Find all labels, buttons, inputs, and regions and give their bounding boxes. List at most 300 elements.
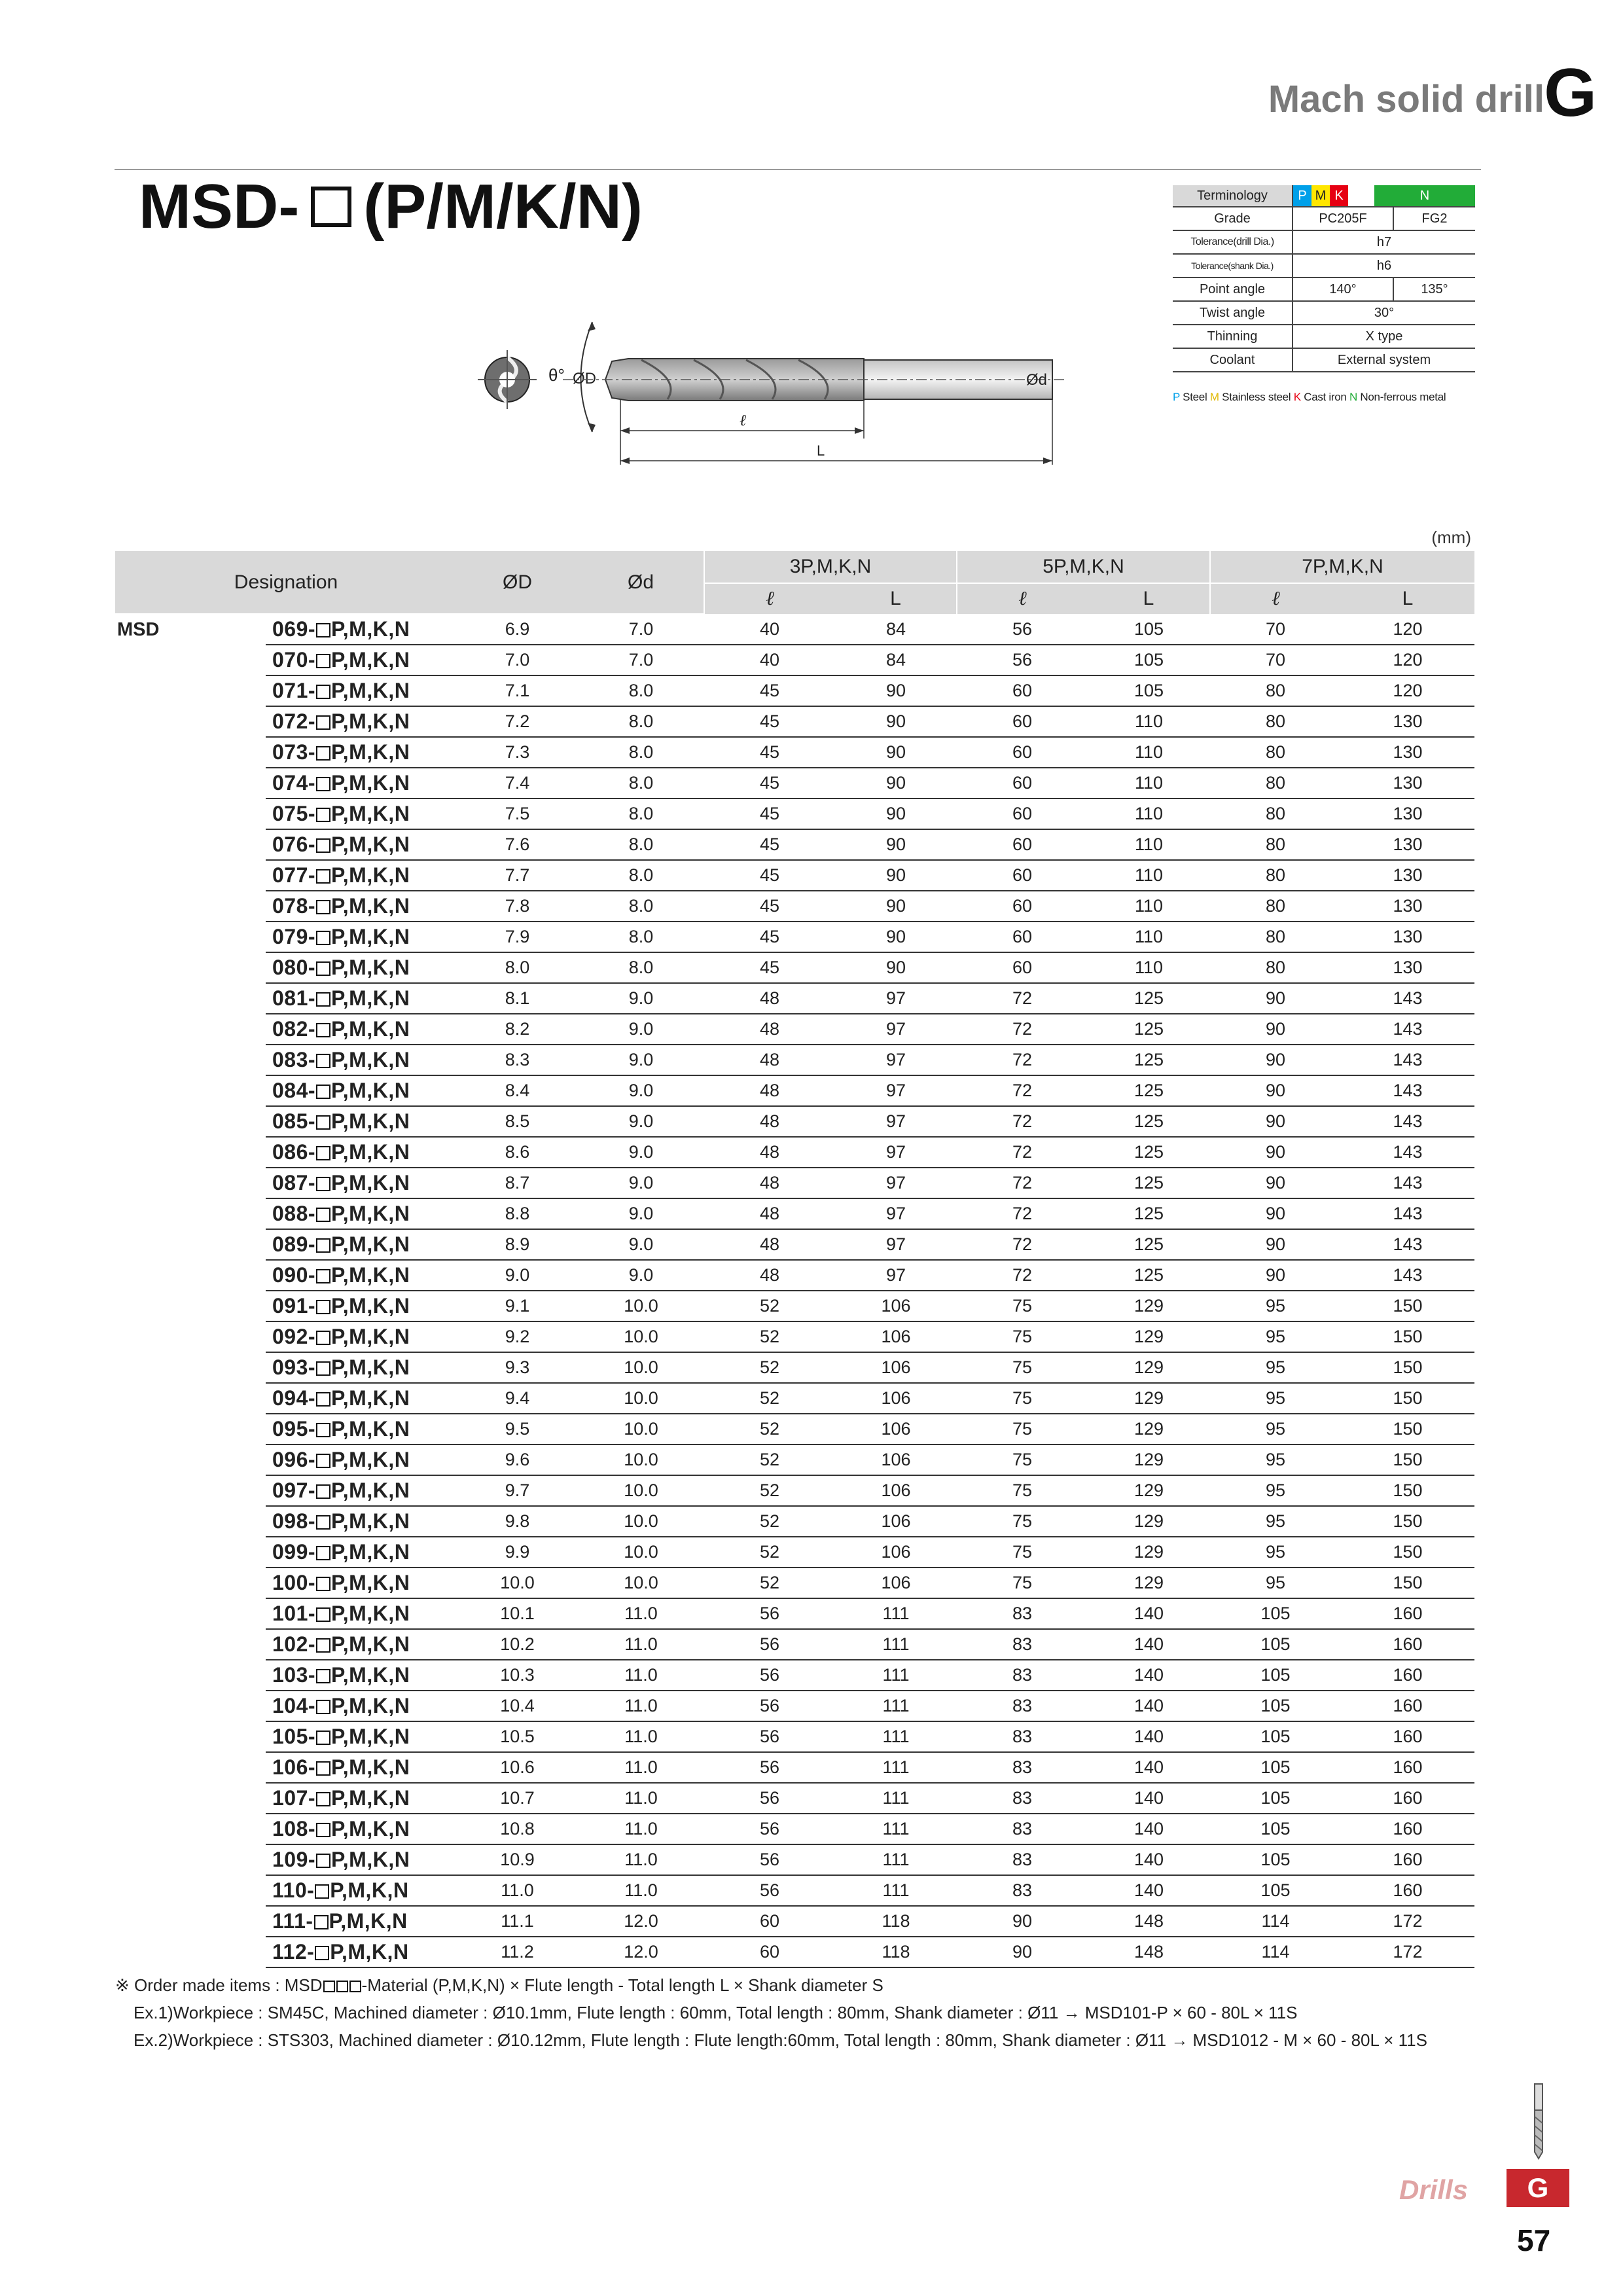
designation-code: 108 <box>272 1817 308 1840</box>
l3-cell: 45 <box>704 952 835 983</box>
header-l: ℓ <box>704 583 835 614</box>
L3-cell: 106 <box>835 1537 957 1568</box>
designation-code: 097 <box>272 1479 308 1502</box>
placeholder-box-icon <box>316 777 330 791</box>
L7-cell: 150 <box>1341 1506 1474 1537</box>
L7-cell: 160 <box>1341 1844 1474 1875</box>
designation-suffix: P,M,K,N <box>331 1540 410 1564</box>
designation-cell: 104- P,M,K,N <box>266 1691 457 1721</box>
l5-cell: 60 <box>957 706 1088 737</box>
legend-tag-N: N <box>1349 391 1357 403</box>
d-cell: 10.0 <box>578 1444 704 1475</box>
table-row <box>115 1321 1474 1352</box>
l7-cell: 105 <box>1210 1691 1341 1721</box>
L7-cell: 143 <box>1341 1137 1474 1168</box>
L3-cell: 90 <box>835 891 957 922</box>
placeholder-box-icon <box>323 1981 335 1992</box>
l3-cell: 52 <box>704 1444 835 1475</box>
L3-cell: 90 <box>835 860 957 891</box>
L3-cell: 106 <box>835 1352 957 1383</box>
designation-code: 104 <box>272 1694 308 1717</box>
L7-cell: 160 <box>1341 1814 1474 1844</box>
l7-cell: 114 <box>1210 1906 1341 1937</box>
l3-cell: 40 <box>704 645 835 675</box>
D-cell: 8.4 <box>457 1075 578 1106</box>
section-tab: G <box>1507 2169 1569 2207</box>
table-row <box>115 1783 1474 1814</box>
table-row <box>115 1014 1474 1045</box>
designation-suffix: P,M,K,N <box>331 1109 410 1133</box>
designation-suffix: P,M,K,N <box>331 1632 410 1656</box>
D-cell: 10.4 <box>457 1691 578 1721</box>
series-prefix <box>115 1568 266 1598</box>
l3-cell: 48 <box>704 1198 835 1229</box>
table-row <box>115 645 1474 675</box>
header-l: ℓ <box>1210 583 1341 614</box>
L3-cell: 90 <box>835 952 957 983</box>
spec-header-row <box>1173 185 1475 207</box>
header-group: 5P,M,K,N <box>957 551 1210 583</box>
L5-cell: 125 <box>1088 1198 1210 1229</box>
D-cell: 10.2 <box>457 1629 578 1660</box>
L3-cell: 90 <box>835 798 957 829</box>
designation-cell: 092- P,M,K,N <box>266 1321 457 1352</box>
d-cell: 9.0 <box>578 1045 704 1075</box>
designation-suffix: P,M,K,N <box>331 1448 410 1471</box>
L5-cell: 110 <box>1088 737 1210 768</box>
designation-suffix: P,M,K,N <box>331 617 410 641</box>
designation-code: 106 <box>272 1755 308 1779</box>
designation-suffix: P,M,K,N <box>330 1878 409 1902</box>
series-prefix <box>115 1814 266 1844</box>
designation-code: 112 <box>272 1940 308 1964</box>
d-cell: 8.0 <box>578 706 704 737</box>
L3-cell: 111 <box>835 1844 957 1875</box>
placeholder-box-icon <box>315 1884 329 1899</box>
D-cell: 8.2 <box>457 1014 578 1045</box>
d-cell: 11.0 <box>578 1598 704 1629</box>
designation-code: 071 <box>272 679 308 702</box>
spec-label: Tolerance(drill Dia.) <box>1173 230 1293 254</box>
d-cell: 9.0 <box>578 1260 704 1291</box>
designation-cell: 083- P,M,K,N <box>266 1045 457 1075</box>
spec-row <box>1173 207 1475 230</box>
d-cell: 10.0 <box>578 1506 704 1537</box>
legend-text: Steel <box>1183 391 1207 403</box>
D-cell: 9.3 <box>457 1352 578 1383</box>
L5-cell: 129 <box>1088 1321 1210 1352</box>
D-cell: 7.2 <box>457 706 578 737</box>
placeholder-box-icon <box>316 1269 330 1283</box>
d-cell: 10.0 <box>578 1537 704 1568</box>
l3-cell: 60 <box>704 1906 835 1937</box>
header-L: L <box>1088 583 1210 614</box>
L3-cell: 106 <box>835 1291 957 1321</box>
L7-cell: 150 <box>1341 1537 1474 1568</box>
series-prefix <box>115 1629 266 1660</box>
angle-label: θ° <box>548 365 565 385</box>
L3-cell: 111 <box>835 1598 957 1629</box>
L7-cell: 130 <box>1341 860 1474 891</box>
table-row <box>115 952 1474 983</box>
L5-cell: 105 <box>1088 645 1210 675</box>
designation-code: 081 <box>272 986 308 1010</box>
placeholder-box-icon <box>316 869 330 884</box>
page-number: 57 <box>1517 2223 1551 2257</box>
D-cell: 8.6 <box>457 1137 578 1168</box>
series-prefix <box>115 1352 266 1383</box>
L7-cell: 130 <box>1341 891 1474 922</box>
designation-cell: 071- P,M,K,N <box>266 675 457 706</box>
L3-cell: 106 <box>835 1414 957 1444</box>
L7-cell: 120 <box>1341 675 1474 706</box>
L5-cell: 110 <box>1088 922 1210 952</box>
series-prefix <box>115 1229 266 1260</box>
L5-cell: 140 <box>1088 1660 1210 1691</box>
designation-cell: 076- P,M,K,N <box>266 829 457 860</box>
designation-suffix: P,M,K,N <box>331 1048 410 1071</box>
header-group: 3P,M,K,N <box>704 551 957 583</box>
D-cell: 11.0 <box>457 1875 578 1906</box>
order-notes <box>115 1971 1427 2054</box>
L3-cell: 90 <box>835 829 957 860</box>
L5-cell: 129 <box>1088 1506 1210 1537</box>
d-cell: 10.0 <box>578 1475 704 1506</box>
l3-cell: 52 <box>704 1537 835 1568</box>
D-cell: 9.8 <box>457 1506 578 1537</box>
series-prefix <box>115 675 266 706</box>
D-cell: 9.5 <box>457 1414 578 1444</box>
series-prefix <box>115 1291 266 1321</box>
placeholder-box-icon <box>316 654 330 668</box>
L5-cell: 140 <box>1088 1691 1210 1721</box>
d-cell: 11.0 <box>578 1629 704 1660</box>
designation-suffix: P,M,K,N <box>331 1602 410 1625</box>
L7-cell: 160 <box>1341 1660 1474 1691</box>
product-title-materials: (P/M/K/N) <box>363 171 643 242</box>
L5-cell: 125 <box>1088 1106 1210 1137</box>
L7-cell: 150 <box>1341 1291 1474 1321</box>
table-row <box>115 1752 1474 1783</box>
table-row <box>115 798 1474 829</box>
designation-code: 094 <box>272 1386 308 1410</box>
d-cell: 11.0 <box>578 1691 704 1721</box>
L7-cell: 130 <box>1341 737 1474 768</box>
l7-cell: 95 <box>1210 1291 1341 1321</box>
l3-cell: 56 <box>704 1783 835 1814</box>
note-mark: ※ <box>115 1975 130 1995</box>
l5-cell: 60 <box>957 798 1088 829</box>
L7-cell: 120 <box>1341 645 1474 675</box>
designation-suffix: P,M,K,N <box>331 802 410 825</box>
spec-value: 135° <box>1393 278 1475 301</box>
l5-cell: 83 <box>957 1660 1088 1691</box>
drill-end-view-icon <box>478 350 537 409</box>
designation-code: 092 <box>272 1325 308 1348</box>
designation-suffix: P,M,K,N <box>331 1140 410 1164</box>
designation-code: 087 <box>272 1171 308 1194</box>
D-cell: 8.7 <box>457 1168 578 1198</box>
header-group: 7P,M,K,N <box>1210 551 1474 583</box>
d-cell: 11.0 <box>578 1844 704 1875</box>
series-prefix <box>115 1321 266 1352</box>
designation-code: 075 <box>272 802 308 825</box>
table-row <box>115 1383 1474 1414</box>
L7-cell: 150 <box>1341 1352 1474 1383</box>
series-prefix <box>115 1168 266 1198</box>
l7-cell: 105 <box>1210 1598 1341 1629</box>
legend-text: Stainless steel <box>1222 391 1291 403</box>
spec-value: h6 <box>1293 254 1475 278</box>
section-title: Mach solid drill <box>1268 78 1544 120</box>
L3-cell: 90 <box>835 768 957 798</box>
series-prefix <box>115 1875 266 1906</box>
series-prefix <box>115 1598 266 1629</box>
series-prefix <box>115 1014 266 1045</box>
D-cell: 7.0 <box>457 645 578 675</box>
table-row <box>115 1291 1474 1321</box>
l5-cell: 60 <box>957 952 1088 983</box>
designation-cell: 077- P,M,K,N <box>266 860 457 891</box>
L3-cell: 111 <box>835 1691 957 1721</box>
placeholder-box-icon <box>316 746 330 761</box>
designation-suffix: P,M,K,N <box>331 648 410 672</box>
tag-P: P <box>1293 185 1311 206</box>
designation-cell: 112- P,M,K,N <box>266 1937 457 1967</box>
designation-suffix: P,M,K,N <box>331 1202 410 1225</box>
l7-cell: 80 <box>1210 891 1341 922</box>
D-cell: 10.5 <box>457 1721 578 1752</box>
l7-cell: 95 <box>1210 1383 1341 1414</box>
table-row <box>115 1229 1474 1260</box>
designation-suffix: P,M,K,N <box>331 956 410 979</box>
designation-cell: 069- P,M,K,N <box>266 614 457 645</box>
L3-cell: 90 <box>835 737 957 768</box>
l5-cell: 75 <box>957 1475 1088 1506</box>
l5-cell: 72 <box>957 1229 1088 1260</box>
table-row <box>115 1721 1474 1752</box>
l5-cell: 83 <box>957 1629 1088 1660</box>
l5-cell: 83 <box>957 1598 1088 1629</box>
table-row <box>115 1198 1474 1229</box>
d-cell: 8.0 <box>578 922 704 952</box>
designation-code: 080 <box>272 956 308 979</box>
L3-cell: 111 <box>835 1875 957 1906</box>
l7-cell: 95 <box>1210 1537 1341 1568</box>
l3-cell: 56 <box>704 1814 835 1844</box>
designation-code: 107 <box>272 1786 308 1810</box>
designation-suffix: P,M,K,N <box>331 1386 410 1410</box>
table-row <box>115 829 1474 860</box>
l5-cell: 72 <box>957 1168 1088 1198</box>
designation-cell: 070- P,M,K,N <box>266 645 457 675</box>
l3-cell: 48 <box>704 1229 835 1260</box>
d-cell: 8.0 <box>578 952 704 983</box>
l3-cell: 48 <box>704 1045 835 1075</box>
designation-suffix: P,M,K,N <box>331 1294 410 1318</box>
section-letter: G <box>1544 55 1597 131</box>
l5-cell: 72 <box>957 1075 1088 1106</box>
spec-row <box>1173 278 1475 301</box>
L5-cell: 140 <box>1088 1598 1210 1629</box>
d-cell: 8.0 <box>578 737 704 768</box>
series-prefix <box>115 922 266 952</box>
l5-cell: 60 <box>957 860 1088 891</box>
d-cell: 12.0 <box>578 1906 704 1937</box>
l3-cell: 56 <box>704 1629 835 1660</box>
d-cell: 8.0 <box>578 860 704 891</box>
L5-cell: 125 <box>1088 1045 1210 1075</box>
series-prefix <box>115 645 266 675</box>
l5-cell: 72 <box>957 1014 1088 1045</box>
series-prefix <box>115 1721 266 1752</box>
l3-cell: 52 <box>704 1321 835 1352</box>
placeholder-box-icon <box>316 1546 330 1560</box>
l5-cell: 83 <box>957 1783 1088 1814</box>
l7-cell: 105 <box>1210 1875 1341 1906</box>
designation-suffix: P,M,K,N <box>331 1355 410 1379</box>
series-prefix <box>115 1444 266 1475</box>
L3-cell: 97 <box>835 1260 957 1291</box>
designation-cell: 084- P,M,K,N <box>266 1075 457 1106</box>
d-cell: 10.0 <box>578 1291 704 1321</box>
designation-cell: 093- P,M,K,N <box>266 1352 457 1383</box>
L7-cell: 120 <box>1341 614 1474 645</box>
placeholder-box-icon <box>316 931 330 945</box>
l5-cell: 60 <box>957 891 1088 922</box>
L5-cell: 125 <box>1088 1137 1210 1168</box>
series-prefix <box>115 829 266 860</box>
d-cell: 8.0 <box>578 798 704 829</box>
designation-code: 105 <box>272 1725 308 1748</box>
designation-code: 078 <box>272 894 308 918</box>
l7-cell: 80 <box>1210 798 1341 829</box>
header-L: L <box>835 583 957 614</box>
l3-cell: 45 <box>704 891 835 922</box>
series-prefix <box>115 1937 266 1967</box>
table-row <box>115 1660 1474 1691</box>
placeholder-box-icon <box>314 1915 329 1929</box>
L7-cell: 160 <box>1341 1783 1474 1814</box>
legend-tag-P: P <box>1173 391 1180 403</box>
L3-cell: 111 <box>835 1752 957 1783</box>
L5-cell: 129 <box>1088 1383 1210 1414</box>
placeholder-box-icon <box>316 1085 330 1099</box>
table-row <box>115 1475 1474 1506</box>
L3-cell: 106 <box>835 1506 957 1537</box>
d-cell: 7.0 <box>578 645 704 675</box>
l7-cell: 80 <box>1210 829 1341 860</box>
series-prefix <box>115 1137 266 1168</box>
l5-cell: 75 <box>957 1568 1088 1598</box>
diameter-D-label: ØD <box>573 370 596 387</box>
placeholder-box-icon <box>316 1823 330 1837</box>
d-cell: 11.0 <box>578 1752 704 1783</box>
placeholder-box-icon <box>316 1669 330 1683</box>
l5-cell: 75 <box>957 1321 1088 1352</box>
l3-cell: 52 <box>704 1568 835 1598</box>
placeholder-box-icon <box>316 961 330 976</box>
L7-cell: 160 <box>1341 1752 1474 1783</box>
spec-value: X type <box>1293 325 1475 348</box>
designation-code: 074 <box>272 771 308 795</box>
note-line-1-end: -Material (P,M,K,N) × Flute length - Total length L × Shank diameter S <box>361 1975 883 1995</box>
l7-cell: 80 <box>1210 952 1341 983</box>
series-prefix <box>115 1075 266 1106</box>
designation-cell: 073- P,M,K,N <box>266 737 457 768</box>
D-cell: 9.6 <box>457 1444 578 1475</box>
l7-cell: 105 <box>1210 1721 1341 1752</box>
designation-cell: 096- P,M,K,N <box>266 1444 457 1475</box>
designation-code: 091 <box>272 1294 308 1318</box>
d-cell: 9.0 <box>578 1106 704 1137</box>
l5-cell: 75 <box>957 1383 1088 1414</box>
l5-cell: 75 <box>957 1506 1088 1537</box>
series-prefix <box>115 1475 266 1506</box>
d-cell: 8.0 <box>578 768 704 798</box>
placeholder-box-icon <box>316 838 330 853</box>
note-example-1: Ex.1)Workpiece : SM45C, Machined diameter : Ø10.1mm, Flute length : 60mm, Total length : 80mm, Shank diameter : Ø11 → MSD101-P × 60 - 80L × 11S <box>134 2003 1298 2022</box>
D-cell: 8.9 <box>457 1229 578 1260</box>
designation-cell: 074- P,M,K,N <box>266 768 457 798</box>
header-row <box>115 551 1474 583</box>
table-row <box>115 860 1474 891</box>
D-cell: 7.6 <box>457 829 578 860</box>
designation-cell: 108- P,M,K,N <box>266 1814 457 1844</box>
placeholder-box-icon <box>316 1854 330 1868</box>
d-cell: 9.0 <box>578 983 704 1014</box>
placeholder-box-icon <box>316 1023 330 1037</box>
series-prefix <box>115 1691 266 1721</box>
l5-cell: 60 <box>957 675 1088 706</box>
L5-cell: 110 <box>1088 860 1210 891</box>
designation-cell: 099- P,M,K,N <box>266 1537 457 1568</box>
designation-code: 109 <box>272 1848 308 1871</box>
designation-code: 100 <box>272 1571 308 1594</box>
series-prefix <box>115 1383 266 1414</box>
spec-row <box>1173 348 1475 372</box>
placeholder-box-icon <box>316 1177 330 1191</box>
table-row <box>115 1568 1474 1598</box>
table-row <box>115 1444 1474 1475</box>
D-cell: 9.1 <box>457 1291 578 1321</box>
l3-cell: 56 <box>704 1752 835 1783</box>
placeholder-box-icon <box>316 1515 330 1530</box>
designation-code: 082 <box>272 1017 308 1041</box>
L7-cell: 172 <box>1341 1906 1474 1937</box>
l7-cell: 95 <box>1210 1506 1341 1537</box>
L3-cell: 106 <box>835 1568 957 1598</box>
L3-cell: 111 <box>835 1814 957 1844</box>
L7-cell: 143 <box>1341 1229 1474 1260</box>
designation-cell: 086- P,M,K,N <box>266 1137 457 1168</box>
designation-code: 076 <box>272 833 308 856</box>
designation-cell: 105- P,M,K,N <box>266 1721 457 1752</box>
L5-cell: 110 <box>1088 829 1210 860</box>
designation-code: 101 <box>272 1602 308 1625</box>
designation-code: 099 <box>272 1540 308 1564</box>
L3-cell: 90 <box>835 675 957 706</box>
table-row <box>115 1937 1474 1967</box>
L3-cell: 106 <box>835 1321 957 1352</box>
D-cell: 9.4 <box>457 1383 578 1414</box>
spec-row <box>1173 325 1475 348</box>
diameter-d-label: Ød <box>1026 371 1048 389</box>
spec-label: Grade <box>1173 207 1293 230</box>
l7-cell: 105 <box>1210 1752 1341 1783</box>
table-row <box>115 1506 1474 1537</box>
l7-cell: 95 <box>1210 1444 1341 1475</box>
